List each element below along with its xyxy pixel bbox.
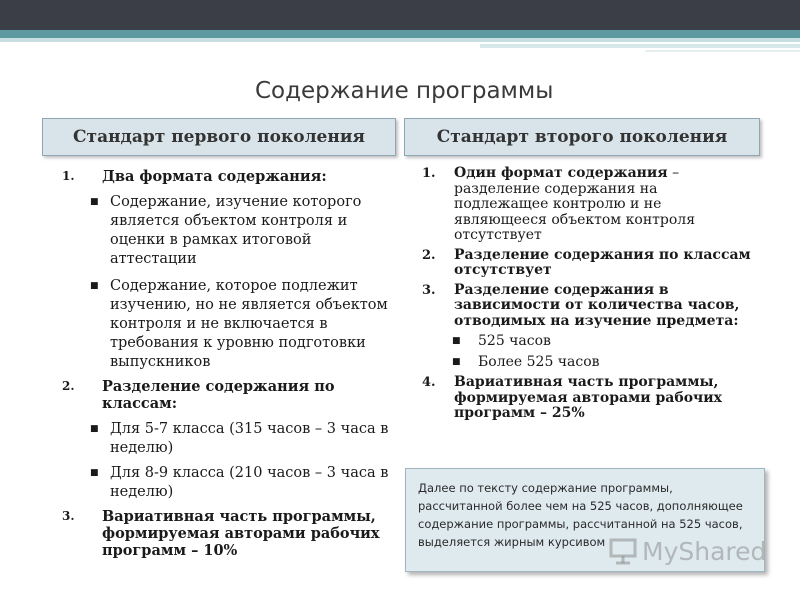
sub-item-text: Содержание, которое подлежит изучению, но не является объектом контроля и не включается в требования к уровню подготовки выпускников <box>110 278 388 370</box>
sub-list-item <box>62 193 392 269</box>
note-box: Далее по тексту содержание программы, рассчитанной более чем на 525 часов, дополняющее содержание программы, рассчитанной на 525 часов, выделяется жирным курсивом <box>405 468 765 572</box>
list-item <box>422 283 752 330</box>
item-text: Один формат содержания <box>454 165 668 181</box>
item-text: Разделение содержания по классам: <box>102 378 335 412</box>
item-text: Разделение содержания в зависимости от количества часов, отводимых на изучение предмета: <box>454 281 740 329</box>
sub-item-text: Содержание, изучение которого является объектом контроля и оценки в рамках итоговой аттестации <box>110 194 362 267</box>
sub-list-item <box>422 353 752 371</box>
sub-item-text: Более 525 часов <box>478 354 600 370</box>
sub-list-item <box>62 464 392 502</box>
item-text-tail: – разделение содержания на подлежащее контролю и не являющееся объектом контроля отсутствует <box>454 165 696 243</box>
sub-item-text: Для 8-9 класса (210 часов – 3 часа в неделю) <box>110 465 389 500</box>
right-column-header: Стандарт второго поколения <box>404 118 760 156</box>
bullet-icon: ■ <box>90 281 99 291</box>
top-banner <box>0 0 800 30</box>
banner-stripe <box>0 30 800 38</box>
item-number: 1. <box>422 166 436 181</box>
banner-stripe <box>0 38 800 42</box>
slide-title: Содержание программы <box>255 78 554 104</box>
banner-stripe <box>645 50 800 52</box>
item-text: Два формата содержания: <box>102 168 327 185</box>
list-item <box>422 375 752 422</box>
item-text: Разделение содержания по классам отсутствует <box>454 246 751 278</box>
list-item <box>62 508 392 559</box>
list-item <box>62 168 392 185</box>
item-number: 3. <box>422 282 436 298</box>
list-item <box>62 378 392 412</box>
sub-list-item <box>62 277 392 372</box>
watermark-logo-icon <box>608 536 638 566</box>
bullet-icon: ■ <box>90 197 99 207</box>
bullet-icon: ■ <box>452 357 461 367</box>
sub-list-item <box>62 420 392 458</box>
item-text: Вариативная часть программы, формируемая авторами рабочих программ – 25% <box>454 374 723 421</box>
sub-item-text: 525 часов <box>478 333 551 349</box>
bullet-icon: ■ <box>90 468 99 478</box>
list-item <box>422 166 752 244</box>
item-number: 1. <box>62 169 75 183</box>
watermark-text: MyShared <box>642 536 767 566</box>
item-number: 4. <box>422 375 436 390</box>
sub-list-item <box>422 332 752 350</box>
item-number: 3. <box>62 509 75 523</box>
item-number: 2. <box>422 247 436 263</box>
sub-item-text: Для 5-7 класса (315 часов – 3 часа в неделю) <box>110 421 389 456</box>
bullet-icon: ■ <box>452 336 461 346</box>
item-text: Вариативная часть программы, формируемая авторами рабочих программ – 10% <box>102 508 380 559</box>
left-column-header: Стандарт первого поколения <box>42 118 396 156</box>
list-item <box>422 248 752 279</box>
right-column <box>422 166 752 422</box>
bullet-icon: ■ <box>90 424 99 434</box>
banner-stripe <box>480 44 800 48</box>
left-column <box>62 168 392 559</box>
watermark <box>608 536 766 566</box>
item-number: 2. <box>62 379 75 393</box>
